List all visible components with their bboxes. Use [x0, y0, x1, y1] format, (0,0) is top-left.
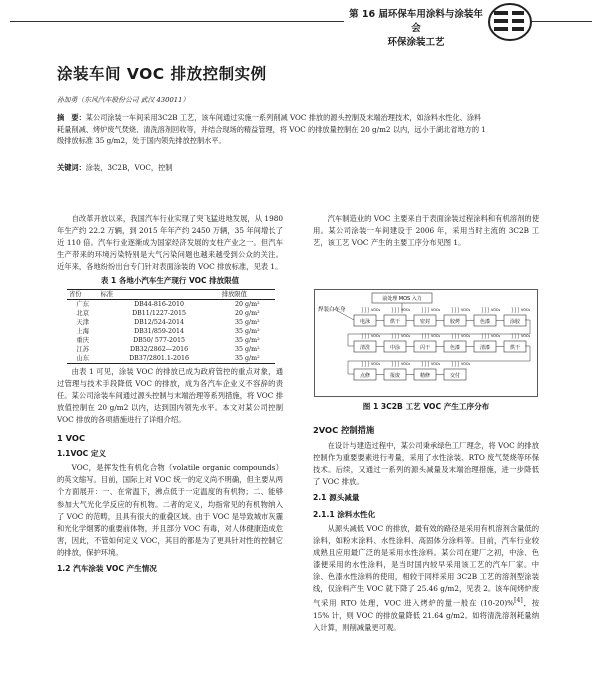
- table-header-cell: 标准: [98, 289, 219, 299]
- subsection-heading: 1.1VOC 定义: [57, 449, 107, 459]
- process-step-label: 涂胶: [509, 319, 521, 325]
- process-step-label: 中涂: [389, 345, 401, 351]
- keywords-text: 涂装，3C2B，VOC，控制: [85, 163, 173, 172]
- header-rule-left: [10, 21, 344, 22]
- journal-line-1: 第 16 届环保车用涂料与涂装年会: [349, 9, 483, 34]
- voc-emission-icon: [512, 307, 519, 313]
- table-row: [67, 336, 275, 345]
- voc-label: VOCs: [371, 308, 381, 312]
- voc-label: VOCs: [461, 308, 471, 312]
- table-cell: 北京: [76, 309, 90, 317]
- subsection-heading: 2.1 源头减量: [313, 493, 360, 503]
- table-cell: 20 g/m²: [235, 300, 260, 308]
- process-step-label: 点修: [359, 373, 371, 379]
- table-cell: 35 g/m²: [235, 327, 260, 335]
- voc-label: VOCs: [521, 308, 531, 312]
- process-step-label: 交付: [449, 373, 461, 379]
- paragraph: 汽车制造业的 VOC 主要来自于表面涂装过程涂料和有机溶剂的使用。某公司涂装一车间建设于 2006 年，采用当时主流的 3C2B 工艺，该工艺 VOC 产生的主要工序分布见图 1。: [313, 214, 539, 248]
- paragraph-text: ，按 15% 计，则 VOC 的排放量降低 21.64 g/m2。如将清洗溶剂耗量纳入计算，则削减量更可观。: [313, 598, 539, 632]
- table-row: [67, 299, 275, 309]
- voc-emission-icon: [452, 307, 459, 313]
- process-step-label: 闪干: [419, 345, 431, 351]
- voc-label: VOCs: [431, 308, 441, 312]
- table-cell: 山东: [67, 354, 98, 364]
- table-row: [67, 327, 275, 336]
- table-cell: 天津: [76, 318, 90, 326]
- journal-title: [346, 8, 486, 50]
- process-step-label: 报废: [389, 373, 401, 379]
- running-header: [0, 0, 600, 48]
- voc-label: VOCs: [431, 334, 441, 338]
- table-header-row: [67, 289, 275, 299]
- process-step-label: 精修: [419, 373, 431, 379]
- header-rule-right: [532, 21, 592, 22]
- voc-emission-icon: [452, 361, 459, 367]
- paragraph: 由表 1 可见，涂装 VOC 的排放已成为政府管控的重点对象，通过管理与技术手段降低 VOC 的排放，成为各汽车企业义不容辞的责任。某公司涂装车间通过源头控制与末端治理等系列措施，将 VOC 排放值控制在 20 g/m2 以内，达到国内领先水平。本文对某公司控制 VOC 排放的各项措施进行了详细介绍。: [57, 366, 283, 424]
- emission-limits-table: [67, 289, 275, 364]
- process-step-label: 电泳: [359, 319, 371, 325]
- voc-emission-icon: [392, 307, 399, 313]
- paragraph: 在设计与建造过程中，某公司秉承绿色工厂理念，将 VOC 的排放控制作为重要要素进行考量，采用了水性涂装、RTO 废气焚烧等环保技术。后续，又通过一系列的源头减量及末端治理措施，进一步降低了 VOC 排放。: [313, 441, 539, 487]
- table-cell: 江苏: [76, 345, 90, 353]
- table-row: [67, 354, 275, 364]
- table-cell: DB44-816-2010: [134, 300, 185, 308]
- table-cell: 上海: [76, 327, 90, 335]
- paragraph-text: 从源头减低 VOC 的排放，最有效的路径是采用有机溶剂含量低的涂料，如粉末涂料、水性涂料、高固体分涂料等。目前，汽车行业较成熟且应用最广泛的是采用水性涂料。某公司在建厂之初，中涂、色漆便采用的水性涂料，是当时国内较早采用该工艺的汽车厂家。中涂、色漆水性涂料的使用，相较于同样采用 3C2B 工艺的溶剂型涂装线，仅涂料产生 VOC 就下降了 25.46 g/m2，见表 2。该车间烤炉废气采用 RTO 处理，VOC 进入烤炉的量一般在 (10-20)%: [313, 523, 539, 608]
- process-step-label: 清洗: [359, 345, 371, 351]
- right-column-top: [313, 213, 539, 249]
- section-heading: 1 VOC: [57, 433, 86, 444]
- voc-label: VOCs: [521, 334, 531, 338]
- figure-caption: 图 1 3C2B 工艺 VOC 产生工序分布: [362, 402, 490, 411]
- table-cell: DB31/859-2014: [134, 327, 185, 335]
- table-cell: DB37/2801.1-2016: [98, 354, 219, 364]
- voc-label: VOCs: [401, 334, 411, 338]
- conference-logo-icon: [488, 2, 532, 42]
- table-cell: 35 g/m²: [235, 336, 260, 344]
- voc-label: VOCs: [461, 362, 471, 366]
- left-column: [57, 213, 283, 577]
- paragraph: VOC，是挥发性有机化合物（volatile organic compounds）的英文缩写。目前，国际上对 VOC 统一的定义尚不明确，但主要从两个方面展开：一、在常温下，沸点低于一定温度的有机物；二、能够参加大气光化学反应的有机物。二者的定义，均指常见的有机物纳入了 VOC 的范畴，且具有很大的重叠区域。由于 VOC 是导致城市灰霾和光化学烟雾的重要前体物，并且部分 VOC 有毒，对人体健康造成危害，因此，不管如何定义 VOC，其目的都是为了更具针对性的控制它的排放，保护环境。: [57, 463, 283, 557]
- voc-emission-icon: [362, 307, 369, 313]
- figure-source-label: 焊装白车身: [318, 307, 346, 313]
- figure-top-box-label: 前处理 MOS 入力: [382, 296, 422, 302]
- table-cell: 广东: [76, 300, 90, 308]
- paper-title: 涂装车间 VOC 排放控制实例: [57, 65, 267, 83]
- voc-emission-icon: [422, 361, 429, 367]
- abstract-label: 摘 要：: [57, 113, 86, 122]
- voc-label: VOCs: [431, 362, 441, 366]
- voc-label: VOCs: [371, 334, 381, 338]
- voc-label: VOCs: [401, 362, 411, 366]
- voc-label: VOCs: [491, 308, 501, 312]
- table-cell: 35 g/m²: [220, 354, 275, 364]
- table-cell: DB12/524-2014: [134, 318, 185, 326]
- author-line: 孙加勇（东风汽车股份公司 武汉 430011）: [57, 96, 190, 104]
- table-cell: 35 g/m²: [235, 318, 260, 326]
- process-step-label: 清漆: [479, 345, 491, 351]
- voc-label: VOCs: [491, 334, 501, 338]
- process-step-label: 密封: [419, 319, 431, 325]
- table-row: [67, 345, 275, 354]
- process-step-label: 烘干: [509, 345, 521, 351]
- keywords: [57, 163, 172, 173]
- process-step-label: 色漆: [449, 345, 461, 351]
- table-row: [67, 318, 275, 327]
- table-cell: 35 g/m²: [235, 345, 260, 353]
- voc-label: VOCs: [371, 362, 381, 366]
- voc-emission-icon: [422, 307, 429, 313]
- abstract: [57, 112, 487, 147]
- table-cell: DB50/ 577-2015: [133, 336, 186, 344]
- process-step-label: 胶烤: [449, 319, 461, 325]
- process-step-label: 色漆: [479, 319, 491, 325]
- journal-line-2: 环保涂装工艺: [387, 37, 445, 48]
- voc-label: VOCs: [461, 334, 471, 338]
- table-title: 表 1 各地小汽车生产现行 VOC 排放限值: [100, 276, 240, 286]
- right-column-bottom: [313, 418, 539, 634]
- table-cell: 重庆: [76, 336, 90, 344]
- process-flow-figure: [314, 289, 538, 397]
- table-cell: 20 g/m²: [235, 309, 260, 317]
- table-header-cell: 排放限值: [220, 289, 275, 299]
- voc-emission-icon: [482, 307, 489, 313]
- reference-mark: [4]: [514, 597, 523, 605]
- table-cell: DB11/1227-2015: [132, 309, 187, 317]
- section-heading: 2VOC 控制措施: [313, 425, 375, 435]
- subsection-heading: 1.2 汽车涂装 VOC 产生情况: [57, 563, 157, 573]
- keywords-label: 关键词：: [57, 163, 86, 172]
- table-cell: DB32/2862—2016: [129, 345, 189, 353]
- voc-emission-icon: [362, 361, 369, 367]
- voc-emission-icon: [392, 361, 399, 367]
- table-row: [67, 309, 275, 318]
- table-header-cell: 省份: [67, 289, 98, 299]
- voc-label: VOCs: [401, 308, 411, 312]
- paragraph: [313, 523, 539, 634]
- subsection-heading: 2.1.1 涂料水性化: [313, 509, 376, 519]
- process-step-label: 烘干: [389, 319, 401, 325]
- paragraph: 自改革开放以来，我国汽车行业实现了突飞猛进地发展，从 1980 年生产约 22.2 万辆，到 2015 年年产约 2450 万辆，35 年间增长了近 110 倍。汽车行业逐渐成为国家经济发展的支柱产业之一。但汽车生产带来的环境污染特别是大气污染问题也越来越受到公众的关注。近年来，各地纷纷出台专门针对表面涂装的 VOC 排放标准，见表 1。: [57, 214, 283, 272]
- abstract-text: 某公司涂装一车间采用3C2B 工艺，该车间通过实施一系列削减 VOC 排放的源头控制及末端治理技术，如涂料水性化、涂料耗量削减、烤炉废气焚烧、清洗溶剂回收等，并结合现场的精益管理，将 VOC 的排放量控制在 20 g/m2 以内，远小于湖北省地方的 1 级排放标准 35 g/m2，处于国内领先排放控制水平。: [57, 113, 486, 145]
